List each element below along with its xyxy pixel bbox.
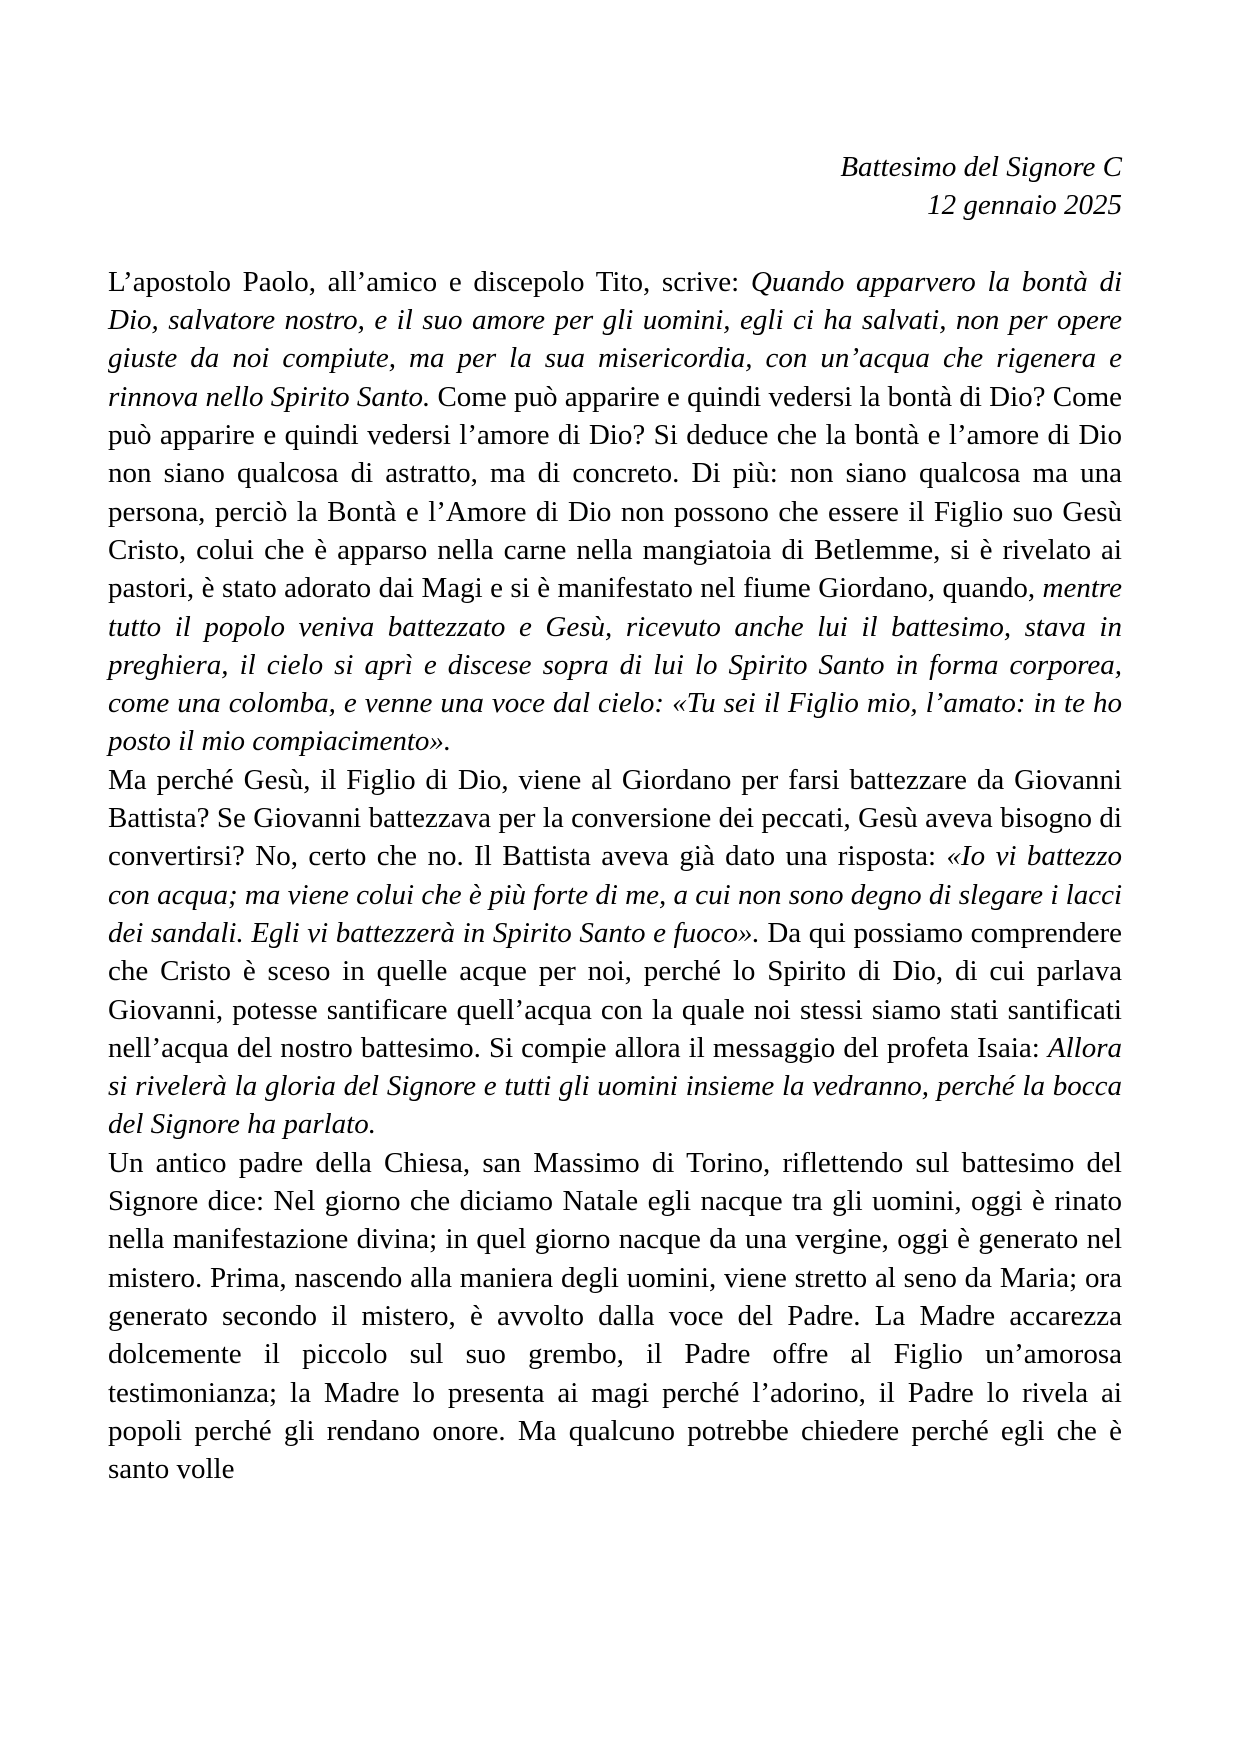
text-run: L’apostolo Paolo, all’amico e discepolo Tito, scrive: xyxy=(108,265,751,298)
document-body xyxy=(108,263,1122,1489)
quoted-text-run: Quando apparvero la bontà di Dio, salvatore nostro, e il suo amore per gli uomini, egli ci ha salvati, non per opere giuste da noi compiute, ma per la sua misericordia, con un’acqua che rigenera e rinnova nello Spirito Santo. xyxy=(108,265,1123,413)
text-run: Ma perché Gesù, il Figlio di Dio, viene al Giordano per farsi battezzare da Giovanni Battista? Se Giovanni battezzava per la conversione dei peccati, Gesù aveva bisogno di convertirsi? No, certo che no. Il Battista aveva già dato una risposta: xyxy=(108,763,1122,873)
quoted-text-run: «Io vi battezzo con acqua; ma viene colui che è più forte di me, a cui non sono degno di slegare i lacci dei sandali. Egli vi battezzerà in Spirito Santo e fuoco». xyxy=(108,840,1122,949)
paragraph xyxy=(108,1144,1122,1489)
paragraph xyxy=(108,761,1122,1144)
document-header xyxy=(108,148,1122,225)
quoted-text-run: mentre tutto il popolo veniva battezzato e Gesù, ricevuto anche lui il battesimo, stava in preghiera, il cielo si aprì e discese sopra di lui lo Spirito Santo in forma corporea, come una colomba, e venne una voce dal cielo: «Tu sei il Figlio mio, l’amato: in te ho posto il mio compiacimento». xyxy=(108,572,1122,758)
paragraph xyxy=(108,263,1122,761)
header-date-line: 12 gennaio 2025 xyxy=(927,189,1122,222)
text-run: Come può apparire e quindi vedersi la bontà di Dio? Come può apparire e quindi vedersi l’amore di Dio? Si deduce che la bontà e l’amore di Dio non siano qualcosa di astratto, ma di concreto. Di più: non siano qualcosa ma una persona, perciò la Bontà e l’Amore di Dio non possono che essere il Figlio suo Gesù Cristo, colui che è apparso nella carne nella mangiatoia di Betlemme, si è rivelato ai pastori, è stato adorato dai Magi e si è manifestato nel fiume Giordano, quando, xyxy=(108,380,1123,605)
header-title-line: Battesimo del Signore C xyxy=(840,151,1122,183)
quoted-text-run: Allora si rivelerà la gloria del Signore e tutti gli uomini insieme la vedranno, perché la bocca del Signore ha parlato. xyxy=(108,1031,1122,1141)
text-run: Da qui possiamo comprendere che Cristo è sceso in quelle acque per noi, perché lo Spirito di Dio, di cui parlava Giovanni, potesse santificare quell’acqua con la quale noi stessi siamo stati santificati nell’acqua del nostro battesimo. Si compie allora il messaggio del profeta Isaia: xyxy=(108,916,1122,1064)
text-run: Un antico padre della Chiesa, san Massimo di Torino, riflettendo sul battesimo del Signore dice: Nel giorno che diciamo Natale egli nacque tra gli uomini, oggi è rinato nella manifestazione divina; in quel giorno nacque da una vergine, oggi è generato nel mistero. Prima, nascendo alla maniera degli uomini, viene stretto al seno da Maria; ora generato secondo il mistero, è avvolto dalla voce del Padre. La Madre accarezza dolcemente il piccolo sul suo grembo, il Padre offre al Figlio un’amorosa testimonianza; la Madre lo presenta ai magi perché l’adorino, il Padre lo rivela ai popoli perché gli rendano onore. Ma qualcuno potrebbe chiedere perché egli che è santo volle xyxy=(108,1146,1122,1486)
header-body-gap xyxy=(108,225,1122,263)
